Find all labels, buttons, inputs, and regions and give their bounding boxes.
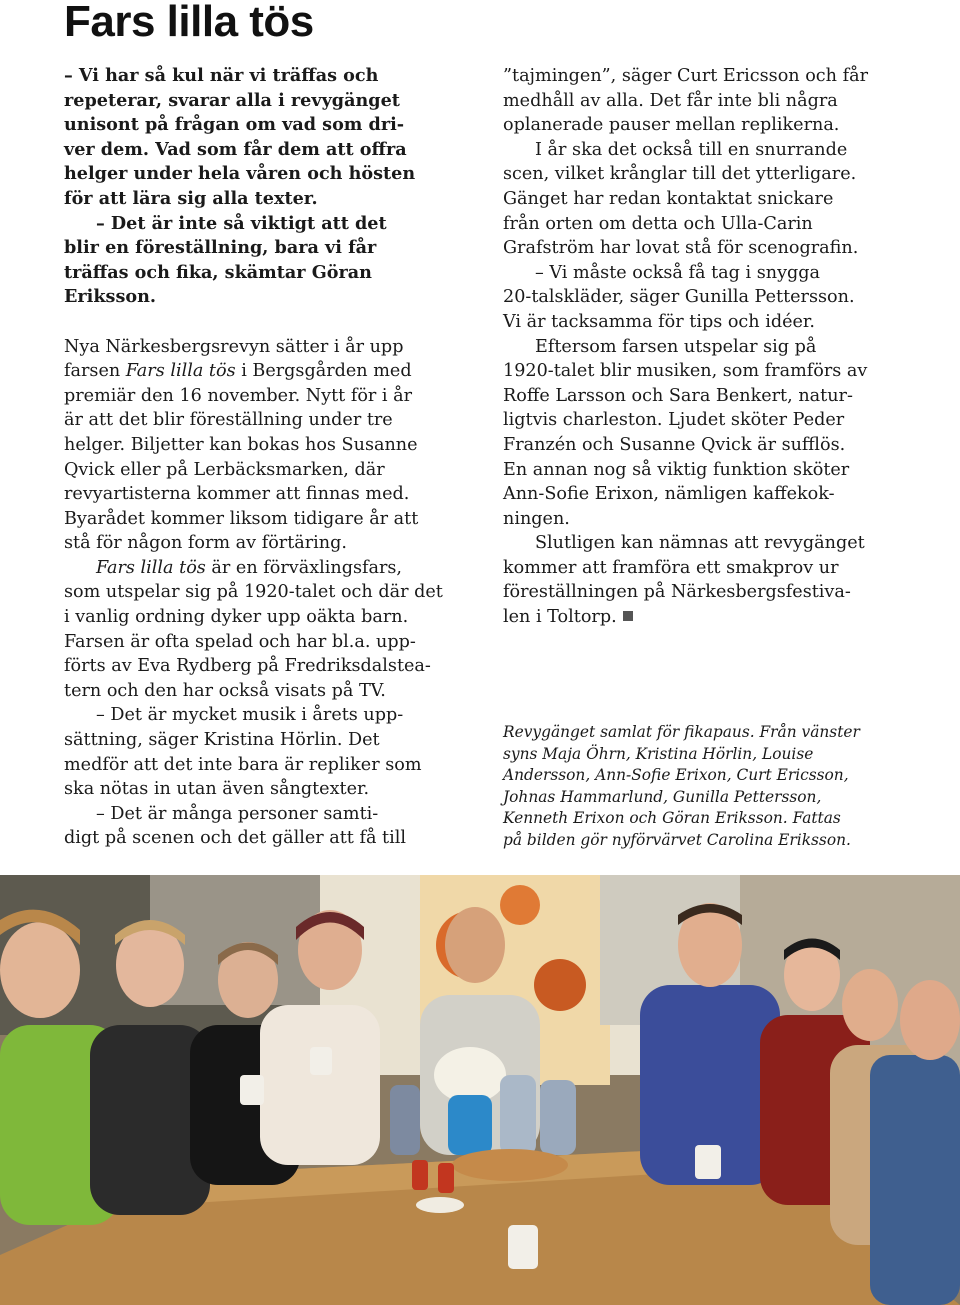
body-line: [64, 753, 464, 778]
body-line: [64, 433, 464, 458]
body-text-segment: stå för någon form av förtäring.: [64, 533, 347, 554]
lead-line: ver dem. Vad som får dem att offra: [64, 138, 407, 160]
caption-line: Andersson, Ann-Sofie Erixon, Curt Ericsson,: [503, 766, 849, 785]
photo-caption: [503, 722, 923, 852]
caption-line: Revygänget samlat för fikapaus. Från vänster: [503, 723, 860, 741]
body-text-segment: i vanlig ordning dyker upp oäkta barn.: [64, 607, 409, 628]
body-line: föreställningen på Närkesbergsfestiva-: [503, 582, 851, 603]
body-text-segment: Byarådet kommer liksom tidigare år att: [64, 508, 419, 529]
body-line: ligtvis charleston. Ljudet sköter Peder: [503, 410, 845, 431]
body-line: Ann-Sofie Erixon, nämligen kaffekok-: [503, 484, 835, 505]
body-line: En annan nog så viktig funktion sköter: [503, 459, 850, 480]
body-line: Grafström har lovat stå för scenografin.: [503, 238, 859, 259]
body-line: [64, 703, 464, 728]
lead-line: helger under hela våren och hösten: [64, 163, 416, 185]
body-line: Roffe Larsson och Sara Benkert, natur-: [503, 385, 853, 406]
body-line: oplanerade pauser mellan replikerna.: [503, 115, 840, 136]
play-title-italic: Fars lilla tös: [125, 361, 236, 382]
caption-line: på bilden gör nyförvärvet Carolina Eriksson.: [503, 830, 851, 849]
body-line: Franzén och Susanne Qvick är sufflös.: [503, 434, 846, 455]
body-line: [64, 507, 464, 532]
body-line: I år ska det också till en snurrande: [535, 139, 848, 160]
body-text-segment: sättning, säger Kristina Hörlin. Det: [64, 730, 380, 751]
body-line: kommer att framföra ett smakprov ur: [503, 557, 839, 578]
lead-paragraph: [64, 64, 464, 310]
body-text-segment: är en förväxlingsfars,: [205, 557, 403, 578]
body-text-segment: som utspelar sig på 1920-talet och där det: [64, 582, 443, 603]
body-text-segment: Nya Närkesbergsrevyn sätter i år upp: [64, 336, 404, 357]
caption-line: syns Maja Öhrn, Kristina Hörlin, Louise: [503, 744, 814, 763]
caption-line: Johnas Hammarlund, Gunilla Pettersson,: [503, 787, 822, 806]
caption-line: Kenneth Erixon och Göran Eriksson. Fattas: [503, 809, 841, 828]
body-text-segment: helger. Biljetter kan bokas hos Susanne: [64, 434, 418, 455]
body-line: [64, 605, 464, 630]
body-line: – Vi måste också få tag i snygga: [535, 262, 821, 283]
body-line: [64, 408, 464, 433]
lead-line: för att lära sig alla texter.: [64, 187, 318, 209]
body-text-segment: ska nötas in utan även sångtexter.: [64, 779, 370, 800]
body-line: ningen.: [503, 508, 570, 529]
body-text-segment: revyartisterna kommer att finnas med.: [64, 484, 410, 505]
play-title-italic: Fars lilla tös: [96, 557, 206, 578]
body-line: [64, 335, 464, 360]
body-line: [64, 777, 464, 802]
lead-line: Eriksson.: [64, 286, 157, 308]
body-line: 1920-talet blir musiken, som framförs av: [503, 361, 868, 382]
body-line: [64, 728, 464, 753]
article-title: Fars lilla tös: [64, 0, 314, 46]
body-line: [64, 630, 464, 655]
body-line: medhåll av alla. Det får inte bli några: [503, 90, 838, 111]
body-line: [64, 531, 464, 556]
lead-line: repeterar, svarar alla i revygänget: [64, 89, 400, 111]
body-line: [64, 580, 464, 605]
lead-line: unisont på frågan om vad som dri-: [64, 114, 405, 136]
body-line: [64, 384, 464, 409]
body-line: [64, 826, 464, 851]
body-line: [64, 802, 464, 827]
body-text-segment: förts av Eva Rydberg på Fredriksdalstea-: [64, 656, 431, 677]
body-line: Vi är tacksamma för tips och idéer.: [503, 311, 815, 332]
body-line: [64, 679, 464, 704]
body-text-segment: digt på scenen och det gäller att få till: [64, 828, 407, 849]
body-line: [64, 359, 464, 384]
group-photo: [0, 875, 960, 1305]
body-line: scen, vilket krånglar till det ytterligare.: [503, 164, 857, 185]
body-text-segment: – Det är mycket musik i årets upp-: [96, 705, 404, 726]
body-text-segment: tern och den har också visats på TV.: [64, 680, 386, 701]
body-text-segment: är att det blir föreställning under tre: [64, 410, 393, 431]
body-text-segment: medför att det inte bara är repliker som: [64, 754, 422, 775]
body-line: Gänget har redan kontaktat snickare: [503, 188, 834, 209]
body-text-segment: Qvick eller på Lerbäcksmarken, där: [64, 459, 385, 480]
lead-line: träffas och fika, skämtar Göran: [64, 261, 372, 283]
body-text-segment: farsen: [64, 361, 126, 382]
photo-illustration: [0, 875, 960, 1305]
body-text-segment: Farsen är ofta spelad och har bl.a. upp-: [64, 631, 416, 652]
body-text-segment: – Det är många personer samti-: [96, 803, 379, 824]
end-of-article-mark: [623, 611, 633, 621]
body-line: [64, 482, 464, 507]
lead-line: – Vi har så kul när vi träffas och: [64, 65, 379, 86]
body-text-segment: i Bergsgården med: [235, 361, 412, 382]
left-column: [64, 64, 464, 851]
body-line: [64, 458, 464, 483]
body-text-right: [503, 64, 903, 630]
body-line: 20-talskläder, säger Gunilla Pettersson.: [503, 287, 855, 308]
body-line: [64, 556, 464, 581]
paragraph-gap: [64, 310, 464, 335]
body-text-segment: premiär den 16 november. Nytt för i år: [64, 385, 413, 406]
body-line: Eftersom farsen utspelar sig på: [535, 336, 817, 357]
body-line: från orten om detta och Ulla-Carin: [503, 213, 813, 234]
body-text-left: [64, 335, 464, 851]
lead-line: blir en föreställning, bara vi får: [64, 237, 377, 259]
body-line: [64, 654, 464, 679]
body-line: ”tajmingen”, säger Curt Ericsson och får: [503, 66, 868, 86]
body-line: Slutligen kan nämnas att revygänget: [535, 533, 865, 554]
lead-line: – Det är inte så viktigt att det: [96, 212, 387, 234]
body-line: len i Toltorp.: [503, 605, 903, 630]
